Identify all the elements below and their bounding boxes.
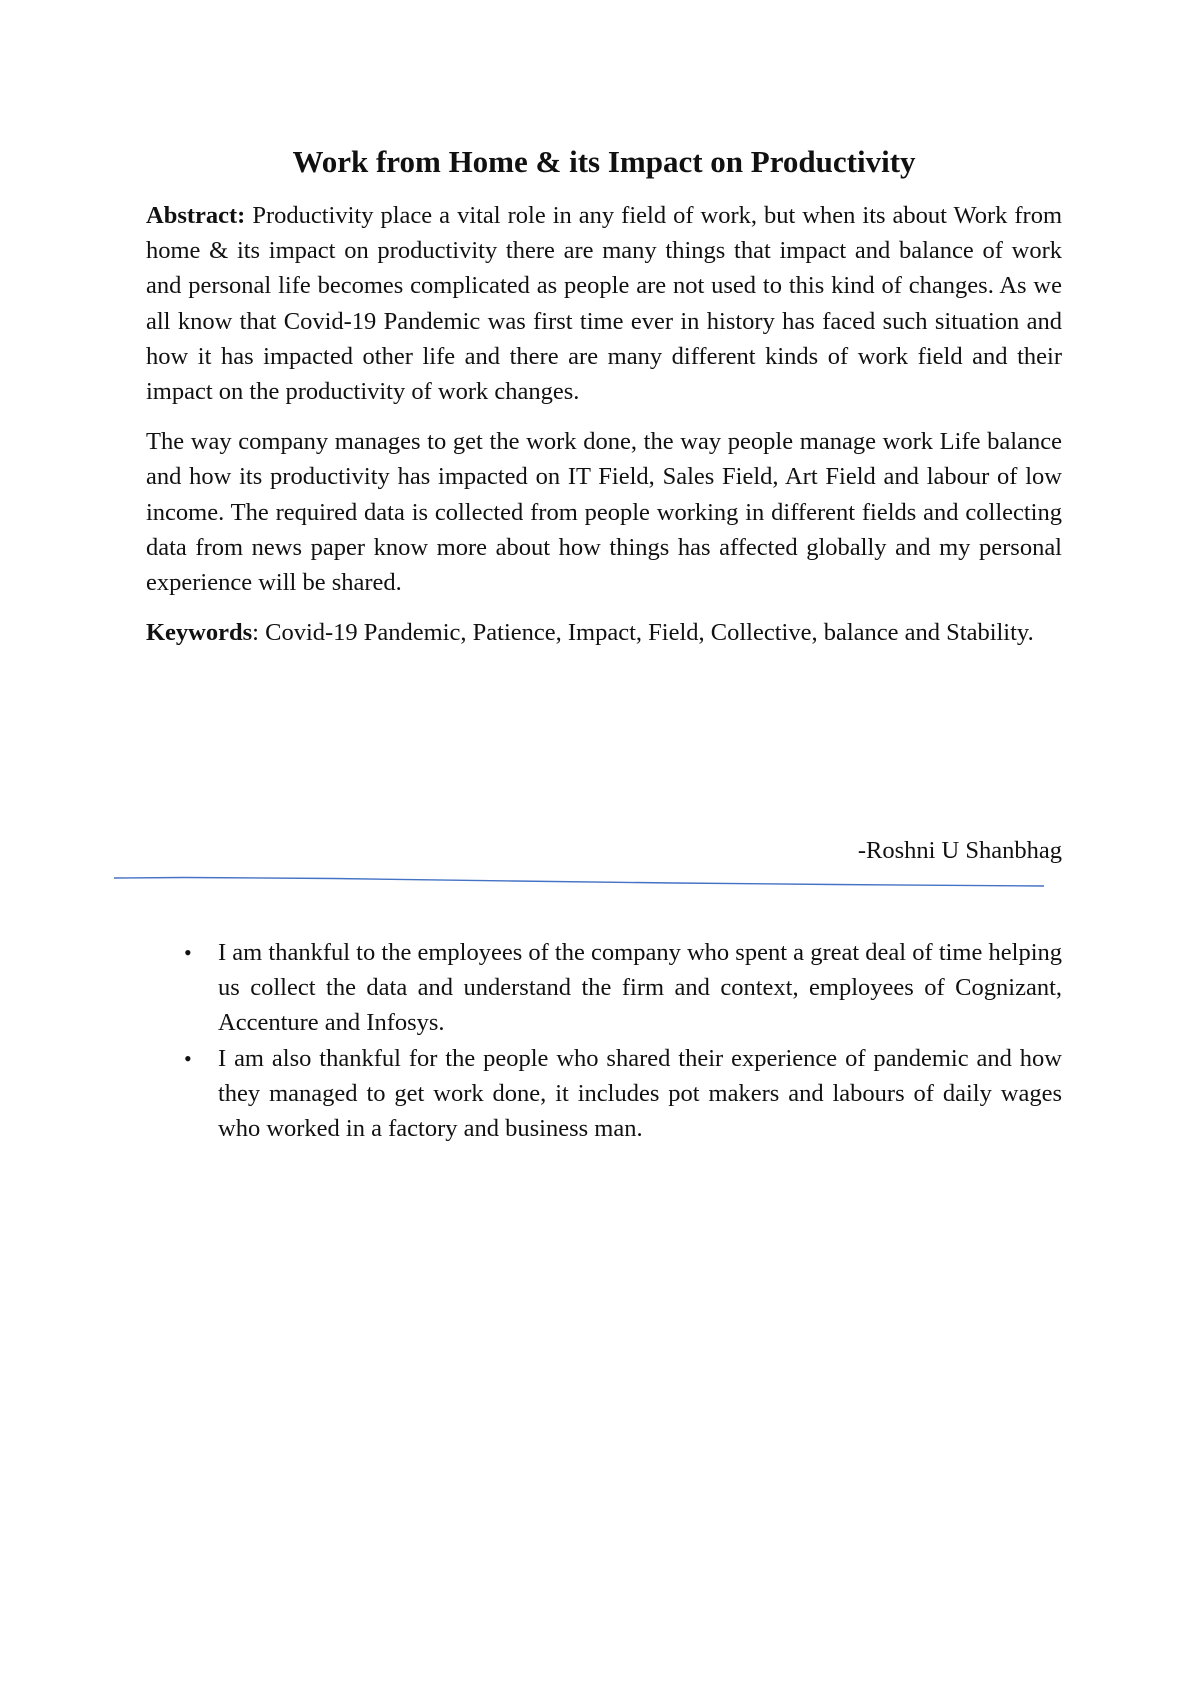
body-paragraph: The way company manages to get the work done, the way people manage work Life balance and how its productivity has impacted on IT Field, Sales Field, Art Field and labour of low income. The required data is collected from people working in different fields and collecting data from news paper know more about how things has affected globally and my personal experience will be shared.: [146, 428, 1062, 597]
abstract-label: Abstract:: [146, 202, 246, 229]
keywords-paragraph: [146, 615, 1062, 650]
section-divider: [114, 872, 1044, 892]
bullet-icon: •: [184, 940, 192, 965]
abstract-text: Productivity place a vital role in any field of work, but when its about Work from home & its impact on productivity there are many things that impact and balance of work and personal life becomes complicated as people are not used to this kind of changes. As we all know that Covid-19 Pandemic was first time ever in history has faced such situation and how it has impacted other life and there are many different kinds of work field and their impact on the productivity of work changes.: [146, 202, 1062, 406]
abstract-paragraph: [146, 198, 1062, 409]
acknowledgement-text: I am thankful to the employees of the company who spent a great deal of time helping us collect the data and understand the firm and context, employees of Cognizant, Accenture and Infosys.: [218, 939, 1062, 1037]
document-body: [146, 142, 1062, 650]
document-title: Work from Home & its Impact on Productivity: [292, 144, 916, 179]
keywords-label: Keywords: [146, 619, 253, 647]
acknowledgement-text: I am also thankful for the people who shared their experience of pandemic and how they managed to get work done, it includes pot makers and labours of daily wages who worked in a factory and business man.: [218, 1044, 1062, 1143]
acknowledgement-item: [146, 935, 1062, 1041]
keywords-text: : Covid-19 Pandemic, Patience, Impact, Field, Collective, balance and Stability.: [252, 619, 1034, 647]
acknowledgement-list: [146, 935, 1062, 1146]
bullet-icon: •: [184, 1045, 192, 1071]
author-signature: -Roshni U Shanbhag: [857, 837, 1062, 864]
acknowledgement-item: [146, 1041, 1062, 1147]
